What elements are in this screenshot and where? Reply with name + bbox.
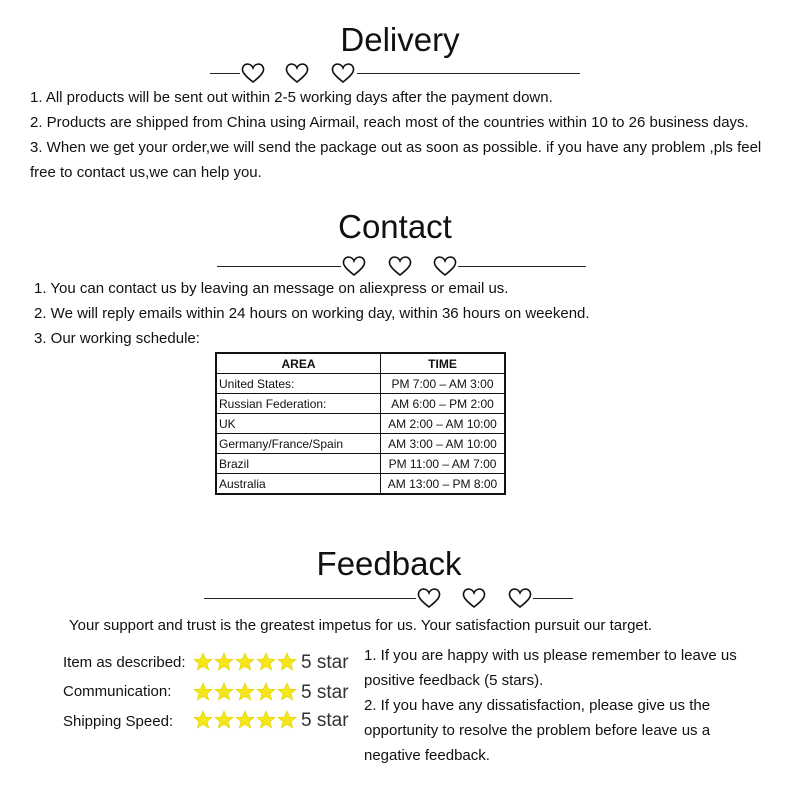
star-icon <box>193 652 213 672</box>
delivery-item-1: 1. All products will be sent out within 2-5 working days after the payment down. <box>30 89 553 106</box>
time-cell: PM 11:00 – AM 7:00 <box>381 454 506 474</box>
rating-label: Communication: <box>63 683 172 700</box>
star-rating <box>193 710 297 730</box>
heart-icon <box>341 255 367 277</box>
table-header-row <box>216 353 505 374</box>
heart-icon <box>330 62 356 84</box>
star-icon <box>277 682 297 702</box>
star-icon <box>256 682 276 702</box>
area-cell: Germany/France/Spain <box>216 434 381 454</box>
time-cell: PM 7:00 – AM 3:00 <box>381 374 506 394</box>
star-icon <box>193 710 213 730</box>
table-row <box>216 474 505 495</box>
rating-label: Item as described: <box>63 654 186 671</box>
table-row <box>216 394 505 414</box>
table-row <box>216 374 505 394</box>
contact-item-1: 1. You can contact us by leaving an message on aliexpress or email us. <box>34 280 509 297</box>
star-rating <box>193 652 297 672</box>
heart-icon <box>284 62 310 84</box>
area-cell: Australia <box>216 474 381 495</box>
star-rating <box>193 682 297 702</box>
area-cell: Brazil <box>216 454 381 474</box>
star-icon <box>193 682 213 702</box>
star-icon <box>235 682 255 702</box>
star-icon <box>277 652 297 672</box>
contact-divider-right <box>458 266 586 267</box>
area-cell: UK <box>216 414 381 434</box>
contact-divider-left <box>217 266 341 267</box>
table-row <box>216 414 505 434</box>
time-cell: AM 6:00 – PM 2:00 <box>381 394 506 414</box>
contact-item-2: 2. We will reply emails within 24 hours on working day, within 36 hours on weekend. <box>34 305 590 322</box>
feedback-divider-left <box>204 598 416 599</box>
heart-icon <box>507 587 533 609</box>
feedback-note-2: 2. If you have any dissatisfaction, please give us the opportunity to resolve the problem before leave us a negative feedback. <box>364 697 711 764</box>
time-cell: AM 3:00 – AM 10:00 <box>381 434 506 454</box>
star-icon <box>214 710 234 730</box>
star-icon <box>256 652 276 672</box>
delivery-item-3: 3. When we get your order,we will send the package out as soon as possible. if you have any problem ,pls feel free to contact us,we can help you. <box>30 139 762 181</box>
time-cell: AM 13:00 – PM 8:00 <box>381 474 506 495</box>
delivery-divider-left <box>210 73 240 74</box>
star-icon <box>214 682 234 702</box>
column-header-area: AREA <box>216 353 381 374</box>
rating-label: Shipping Speed: <box>63 713 174 730</box>
star-count: 5 star <box>301 710 349 731</box>
star-icon <box>256 710 276 730</box>
contact-heading: Contact <box>338 208 452 245</box>
star-icon <box>277 710 297 730</box>
column-header-time: TIME <box>381 353 506 374</box>
feedback-heading: Feedback <box>316 545 462 582</box>
area-cell: United States: <box>216 374 381 394</box>
delivery-divider-right <box>357 73 580 74</box>
table-row <box>216 454 505 474</box>
feedback-note-1: 1. If you are happy with us please remember to leave us positive feedback (5 stars). <box>364 647 737 689</box>
star-icon <box>235 710 255 730</box>
heart-icon <box>432 255 458 277</box>
feedback-divider-right <box>533 598 573 599</box>
star-count: 5 star <box>301 652 349 673</box>
contact-item-3: 3. Our working schedule: <box>34 330 200 347</box>
time-cell: AM 2:00 – AM 10:00 <box>381 414 506 434</box>
star-icon <box>214 652 234 672</box>
heart-icon <box>240 62 266 84</box>
delivery-item-2: 2. Products are shipped from China using Airmail, reach most of the countries within 10 to 26 business days. <box>30 114 749 131</box>
heart-icon <box>387 255 413 277</box>
feedback-intro: Your support and trust is the greatest impetus for us. Your satisfaction pursuit our target. <box>69 617 653 634</box>
delivery-heading: Delivery <box>340 21 460 58</box>
star-count: 5 star <box>301 682 349 703</box>
star-icon <box>235 652 255 672</box>
heart-icon <box>416 587 442 609</box>
working-schedule-table <box>215 352 506 495</box>
table-row <box>216 434 505 454</box>
area-cell: Russian Federation: <box>216 394 381 414</box>
heart-icon <box>461 587 487 609</box>
